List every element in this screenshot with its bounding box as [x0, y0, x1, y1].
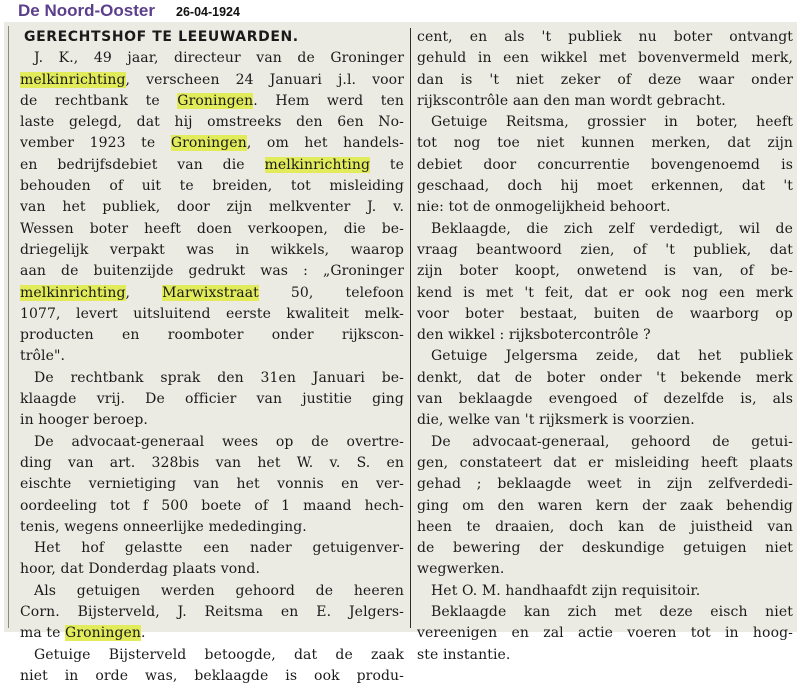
article-line: den wikkel : rijksbotercontrôle ?	[417, 327, 651, 344]
line-text: te	[370, 156, 404, 173]
article-column-left	[20, 27, 404, 687]
line-text: behouden of uit te breiden, tot misleiding	[20, 178, 404, 195]
article-line	[20, 368, 404, 389]
line-text: 50, telefoon	[258, 284, 404, 301]
line-text: ,	[125, 284, 163, 301]
article-line	[20, 219, 404, 240]
article-line	[20, 346, 404, 367]
article-line	[20, 112, 404, 133]
article-line	[20, 666, 404, 687]
article-line: nie: tot de onmogelijkheid behoort.	[417, 199, 671, 216]
article-line	[20, 261, 404, 282]
line-text: ma te	[20, 625, 66, 642]
line-text: , om het handels-	[246, 135, 404, 152]
article-line: de bewering der deskundige getuigen niet	[417, 540, 793, 557]
highlighted-term: Groningen	[177, 92, 254, 109]
article-line	[20, 91, 404, 112]
article-line	[20, 389, 404, 410]
line-text: producten en roomboter onder rijkscon-	[20, 327, 404, 344]
line-text: J. K., 49 jaar, directeur van de Groninger	[34, 50, 404, 67]
article-line: vraag beantwoord zien, of 't publiek, dat	[417, 241, 793, 258]
line-text: hoor, dat Donderdag plaats vond.	[20, 561, 261, 578]
article-line: gehad ; beklaagde weet in zijn zelfverdedi-	[417, 476, 793, 493]
article-line	[20, 176, 404, 197]
article-line	[20, 645, 404, 666]
line-text: ding van art. 328bis van het W. v. S. en	[20, 454, 404, 471]
line-text: eischte vernietiging van het vonnis en ver-	[20, 476, 404, 493]
article-line: ging om den waren kern der zaak behendig	[417, 497, 793, 514]
line-text: Getuige Bijsterveld betoogde, dat de zaak	[34, 646, 404, 663]
line-text: vember 1923 te	[20, 135, 171, 152]
line-text: driegelijk verpakt was in wikkels, waarop	[20, 241, 404, 258]
article-line	[20, 474, 404, 495]
article-line: cent, en als 't publiek nu boter ontvangt	[417, 29, 793, 45]
article-line	[20, 283, 404, 304]
article-line: gen, constateert dat er misleiding heeft plaats	[417, 454, 793, 471]
highlighted-term: melkinrichting	[20, 71, 126, 88]
article-line: dan is 't niet zeker of deze waar onder	[417, 71, 793, 88]
clipping-header	[0, 0, 800, 24]
line-text: , verscheen 24 Januari j.l. voor	[125, 71, 404, 88]
article-line	[20, 623, 404, 644]
article-line	[20, 240, 404, 261]
article-line: kend is met 't feit, dat er ook nog een merk	[417, 284, 793, 301]
article-line: Beklaagde kan zich met deze eisch niet	[431, 604, 793, 621]
article-line	[20, 602, 404, 623]
line-text: in hooger beroep.	[20, 412, 148, 429]
line-text: van het publiek, door zijn melkventer J. v.	[20, 199, 404, 216]
line-text: . Hem werd ten	[253, 92, 404, 109]
article-line	[20, 517, 404, 538]
article-line: Het O. M. handhaafdt zijn requisitoir.	[431, 582, 701, 599]
line-text: de rechtbank te	[20, 92, 178, 109]
article-line: vereenigen en zal actie voeren tot in hoog-	[417, 625, 793, 642]
highlighted-term: Marwixstraat	[162, 284, 259, 301]
article-line: die, welke van 't rijksmerk is voorzien.	[417, 412, 695, 429]
newspaper-name: De Noord-Ooster	[18, 1, 155, 20]
article-line: heen te draaien, doch kan de juistheid van	[417, 518, 793, 535]
column-divider	[410, 28, 411, 628]
article-line	[20, 197, 404, 218]
article-line	[20, 559, 404, 580]
highlighted-term: melkinrichting	[264, 156, 371, 173]
article-line: tot nog toe niet kunnen merken, dat zijn	[417, 135, 793, 152]
highlighted-term: Groningen	[170, 135, 247, 152]
line-text: Als getuigen werden gehoord de heeren	[34, 582, 404, 599]
article-line: Getuige Reitsma, grossier in boter, heeft	[431, 114, 793, 131]
line-text: tenis, wegens onneerlijke mededinging.	[20, 518, 307, 535]
article-line: ste instantie.	[417, 646, 511, 663]
article-line	[20, 410, 404, 431]
article-line: Beklaagde, die zich zelf verdedigt, wil de	[431, 220, 793, 237]
highlighted-term: Groningen	[65, 625, 142, 642]
article-line	[20, 538, 404, 559]
article-line: rijkscontrôle aan den man wordt gebracht.	[417, 92, 726, 109]
article-line	[20, 325, 404, 346]
line-text: Wessen boter heeft doen verkoopen, die be-	[20, 220, 404, 237]
article-line: gehuld in een wikkel met bovenvermeld merk,	[417, 50, 793, 67]
article-line	[20, 48, 404, 69]
line-text: De advocaat-generaal wees op de overtre-	[34, 433, 404, 450]
line-text: Corn. Bijsterveld, J. Reitsma en E. Jelgers-	[20, 604, 404, 621]
article-line	[20, 70, 404, 91]
article-line: Getuige Jelgersma zeide, dat het publiek	[431, 348, 793, 365]
article-line: debiet door concurrentie bovengenoemd is	[417, 156, 793, 173]
line-text: De rechtbank sprak den 31en Januari be-	[34, 369, 404, 386]
article-column-right	[417, 27, 793, 666]
article-line: zijn boter koopt, onwetend is van, of be-	[417, 263, 793, 280]
article-line	[20, 453, 404, 474]
line-text: oordeeling tot f 500 boete of 1 maand hech-	[20, 497, 404, 514]
article-line: wegwerken.	[417, 561, 505, 578]
line-text: klaagde vrij. De officier van justitie ging	[20, 391, 404, 408]
article-line	[20, 496, 404, 517]
article-line	[20, 432, 404, 453]
article-line: voor boter bestaat, buiten de waarborg op	[417, 305, 793, 322]
publication-date: 26-04-1924	[176, 5, 240, 19]
line-text: en bedrijfsdebiet van die	[20, 156, 265, 173]
line-text: .	[141, 625, 146, 642]
column-rule-left	[8, 26, 9, 628]
article-line: van beklaagde evengoed of dezelfde is, als	[417, 391, 793, 408]
line-text: aan de buitenzijde gedrukt was : „Groninger	[20, 263, 404, 280]
article-line: denkt, dat de boter onder 't bekende merk	[417, 369, 793, 386]
article-title: GERECHTSHOF TE LEEUWARDEN.	[24, 29, 299, 45]
line-text: 1077, levert uitsluitend eerste kwaliteit melk-	[20, 305, 404, 322]
line-text: laste gelegd, dat hij omstreeks den 6en No-	[20, 114, 404, 131]
line-text: Het hof gelastte een nader getuigenver-	[34, 540, 404, 557]
article-line	[20, 133, 404, 154]
article-line	[20, 581, 404, 602]
article-line: geschaad, doch hij moet erkennen, dat 't	[417, 178, 793, 195]
line-text: trôle".	[20, 348, 66, 365]
article-line: De advocaat-generaal, gehoord de getui-	[431, 433, 793, 450]
article-line	[20, 304, 404, 325]
line-text: niet in orde was, beklaagde is ook produ-	[20, 667, 404, 684]
highlighted-term: melkinrichting	[20, 284, 126, 301]
article-line	[20, 155, 404, 176]
